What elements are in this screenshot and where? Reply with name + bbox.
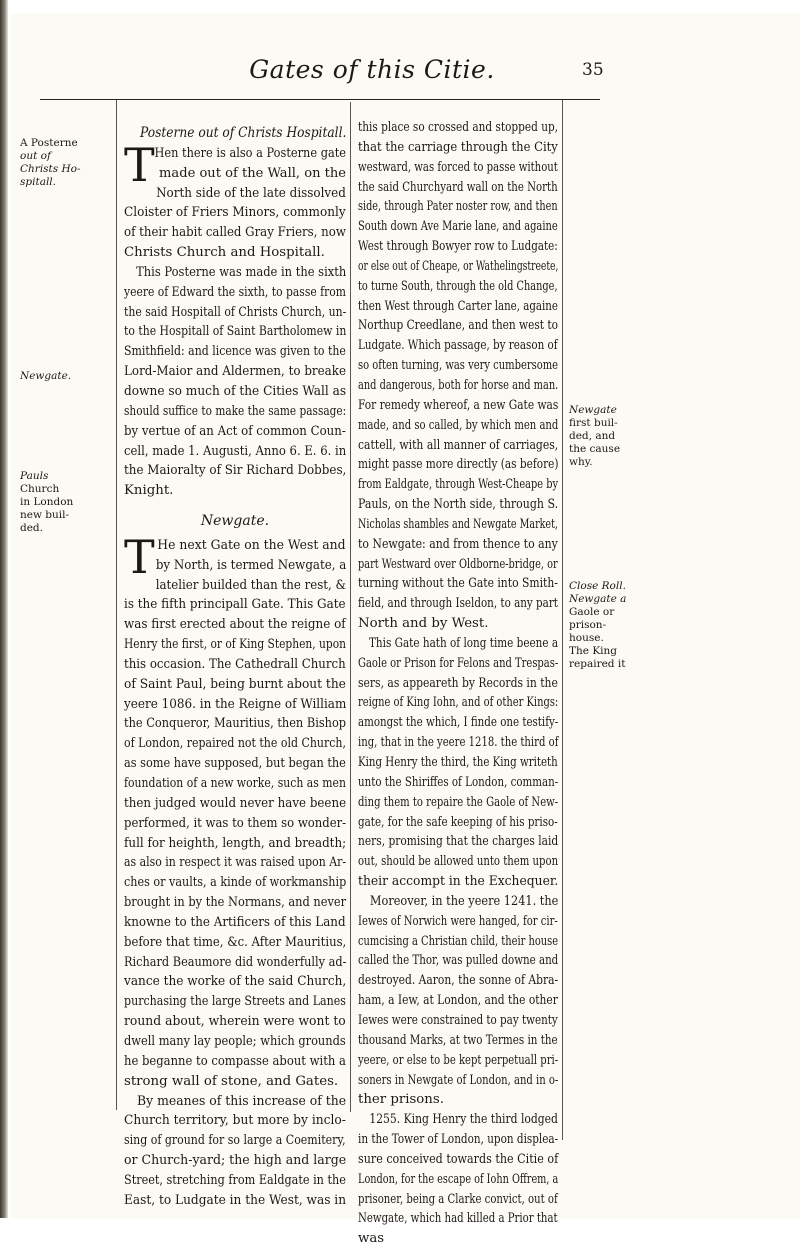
text-line: South down Ave Marie lane, and againe [358, 219, 558, 235]
text-line: Knight. [124, 483, 174, 499]
text-line: dwell many lay people; which grounds [124, 1033, 346, 1049]
text-line: Church territory, but more by inclo- [124, 1113, 346, 1129]
text-line: North side of the late dissolved [156, 185, 346, 201]
text-line: this place so crossed and stopped up, [358, 120, 559, 135]
drop-cap: T [124, 137, 155, 192]
right-margin-rule [562, 100, 563, 1140]
text-line: foundation of a new worke, such as men [124, 776, 346, 791]
text-line: full for heighth, length, and breadth; [124, 835, 347, 851]
text-line: yeere 1086. in the Reigne of William [124, 696, 347, 712]
text-line: brought in by the Normans, and never [124, 895, 347, 911]
text-line: side, through Pater noster row, and then [358, 199, 558, 215]
text-line: ding them to repaire the Gaole of New- [358, 794, 559, 810]
text-line: the said Hospitall of Christs Church, un- [124, 304, 347, 320]
text-line: to turne South, through the old Change, [358, 278, 558, 294]
text-line: thousand Marks, at two Termes in the [358, 1032, 558, 1048]
text-line: strong wall of stone, and Gates. [124, 1073, 339, 1089]
text-line: turning without the Gate into Smith- [358, 576, 558, 592]
text-line: Ludgate. Which passage, by reason of [358, 338, 558, 354]
text-line: By meanes of this increase of the [137, 1093, 347, 1109]
text-line: to the Hospitall of Saint Bartholomew in [124, 324, 347, 340]
text-line: westward, was forced to passe without [358, 159, 558, 175]
text-line: Moreover, in the yeere 1241. the [369, 893, 559, 909]
text-line: the Maioralty of Sir Richard Dobbes, [124, 463, 347, 479]
text-line: cell, made 1. Augusti, Anno 6. E. 6. in [124, 443, 347, 459]
text-line: Pauls, on the North side, through S. [358, 497, 559, 513]
text-line: yeere, or else to be kept perpetuall pri- [358, 1052, 559, 1068]
text-column-right [358, 118, 558, 1249]
text-line: London, for the escape of Iohn Offrem, a [358, 1171, 559, 1187]
text-line: Hen there is also a Posterne gate [154, 145, 347, 161]
text-line: Cloister of Friers Minors, commonly [124, 205, 346, 221]
text-line: Street, stretching from Ealdgate in the [124, 1172, 346, 1188]
text-line: as some have supposed, but began the [124, 756, 346, 772]
text-line: yeere of Edward the sixth, to passe from [124, 284, 347, 300]
paragraph-posterne [124, 137, 347, 501]
text-line: out, should be allowed unto them upon [358, 854, 559, 870]
text-line: He next Gate on the West and [157, 537, 346, 553]
text-line: North and by West. [358, 616, 489, 632]
page-number: 35 [582, 60, 604, 80]
text-line: might passe more directly (as before) [358, 457, 559, 473]
header-rule [40, 99, 588, 100]
header-rule-right [560, 99, 600, 100]
text-line: This Gate hath of long time beene a [368, 635, 559, 651]
text-line: their accompt in the Exchequer. [358, 874, 559, 890]
text-line: vance the worke of the said Church, [124, 974, 347, 990]
text-line: was [358, 1231, 385, 1247]
margin-note-close-roll: Close Roll. Newgate a Gaole or prison- house. The King repaired it [569, 580, 627, 670]
text-line: cumcising a Christian child, their house [358, 933, 559, 949]
text-line: part Westward over Oldborne-bridge, or [358, 556, 558, 572]
text-line: made, and so called, by which men and [358, 417, 559, 433]
text-line: field, and through Iseldon, to any part [358, 596, 558, 612]
text-line: Richard Beaumore did wonderfully ad- [124, 954, 347, 970]
text-line: For remedy whereof, a new Gate was [358, 397, 559, 413]
text-line: King Henry the third, the King writeth [358, 755, 558, 770]
text-line: soners in Newgate of London, and in o- [358, 1072, 559, 1088]
margin-note-newgate: Newgate. [20, 370, 72, 382]
margin-note-newgate-built: Newgate first buil- ded, and the cause why. [569, 404, 621, 468]
text-line: then judged would never have beene [124, 795, 347, 811]
text-line: Smithfield: and licence was given to the [124, 344, 346, 360]
text-line: is the fifth principall Gate. This Gate [124, 597, 346, 613]
text-line: latelier builded than the rest, & [155, 577, 347, 593]
text-line: cattell, with all manner of carriages, [358, 437, 559, 453]
text-line: ther prisons. [358, 1092, 444, 1108]
text-line: then West through Carter lane, againe [358, 298, 558, 314]
text-line: Iewes were constrained to pay twenty [358, 1012, 558, 1028]
text-line: that the carriage through the City [358, 139, 558, 155]
text-line: Newgate, which had killed a Prior that [358, 1211, 558, 1227]
text-line: Henry the first, or of King Stephen, upon [124, 637, 346, 653]
text-line: and dangerous, both for horse and man. [358, 377, 559, 393]
text-line: the said Churchyard wall on the North [358, 179, 558, 195]
text-line: Iewes of Norwich were hanged, for cir- [358, 913, 558, 929]
text-line: purchasing the large Streets and Lanes [124, 994, 346, 1010]
drop-cap: T [124, 529, 155, 584]
text-line: unto the Shiriffes of London, comman- [358, 774, 559, 790]
margin-note-pauls-church: Pauls Church in London new buil- ded. [20, 470, 74, 534]
text-line: by vertue of an Act of common Coun- [124, 423, 346, 439]
text-line: as also in respect it was raised upon Ar- [124, 855, 347, 871]
text-line: sers, as appeareth by Records in the [358, 675, 558, 691]
left-margin-rule [116, 100, 117, 1110]
text-line: Northup Creedlane, and then west to [358, 318, 558, 334]
text-line: knowne to the Artificers of this Land [124, 914, 346, 930]
text-line: he beganne to compasse about with a [124, 1053, 346, 1069]
text-line: made out of the Wall, on the [159, 165, 347, 181]
text-line: or else out of Cheape, or Wathelingstreete, [358, 258, 559, 274]
page-edge [0, 0, 8, 1218]
text-line: reigne of King Iohn, and of other Kings: [358, 695, 559, 711]
text-line: 1255. King Henry the third lodged [369, 1112, 558, 1128]
text-line: East, to Ludgate in the West, was in [124, 1192, 347, 1208]
text-line: before that time, &c. After Mauritius, [124, 934, 347, 950]
text-line: so often turning, was very cumbersome [358, 358, 559, 374]
text-line: Nicholas shambles and Newgate Market, [358, 516, 558, 532]
text-line: of London, repaired not the old Church, [124, 736, 346, 752]
paragraph-newgate [124, 529, 347, 1211]
text-line: sing of ground for so large a Coemitery, [124, 1133, 346, 1149]
text-line: of their habit called Gray Friers, now [124, 225, 346, 241]
text-line: sure conceived towards the Citie of [358, 1151, 559, 1167]
margin-note-posterne: A Posterne out of Christs Ho- spitall. [20, 137, 81, 188]
text-line: ners, promising that the charges laid [358, 834, 559, 850]
text-line: ches or vaults, a kinde of workmanship [124, 875, 347, 891]
text-line: This Posterne was made in the sixth [136, 264, 347, 280]
text-line: gate, for the safe keeping of his priso- [358, 814, 558, 830]
text-line: amongst the which, I finde one testify- [358, 715, 559, 731]
text-line: in the Tower of London, upon displea- [358, 1132, 559, 1148]
text-line: destroyed. Aaron, the sonne of Abra- [358, 973, 559, 989]
text-line: performed, it was to them so wonder- [124, 815, 347, 831]
text-line: by North, is termed Newgate, a [155, 557, 347, 573]
text-line: downe so much of the Cities Wall as [124, 383, 347, 399]
text-line: ing, that in the yeere 1218. the third of [358, 735, 559, 751]
text-line: round about, wherein were wont to [124, 1014, 346, 1030]
text-line: of Saint Paul, being burnt about the [124, 676, 346, 692]
text-line: from Ealdgate, through West-Cheape by [358, 477, 559, 493]
text-line: to Newgate: and from thence to any [358, 536, 558, 552]
text-line: this occasion. The Cathedrall Church [124, 656, 346, 672]
section-heading-posterne: Posterne out of Christs Hospitall. [140, 125, 347, 141]
text-line: the Conqueror, Mauritius, then Bishop [124, 716, 347, 732]
text-column-left [124, 124, 346, 1211]
text-line: ham, a Iew, at London, and the other [358, 993, 558, 1009]
text-line: called the Thor, was pulled downe and [358, 953, 559, 969]
section-heading-newgate: Newgate. [200, 513, 270, 530]
column-divider [350, 102, 351, 1112]
text-line: Christs Church and Hospitall. [124, 245, 325, 261]
text-line: or Church-yard; the high and large [124, 1153, 347, 1169]
text-line: Gaole or Prison for Felons and Trespas- [358, 655, 559, 671]
text-line: was first erected about the reigne of [124, 617, 346, 633]
running-head: Gates of this Citie. [249, 55, 495, 84]
text-line: Lord-Maior and Aldermen, to breake [124, 364, 347, 380]
text-line: prisoner, being a Clarke convict, out of [358, 1191, 558, 1207]
text-line: West through Bowyer row to Ludgate: [358, 239, 558, 255]
text-line: should suffice to make the same passage: [124, 403, 347, 419]
